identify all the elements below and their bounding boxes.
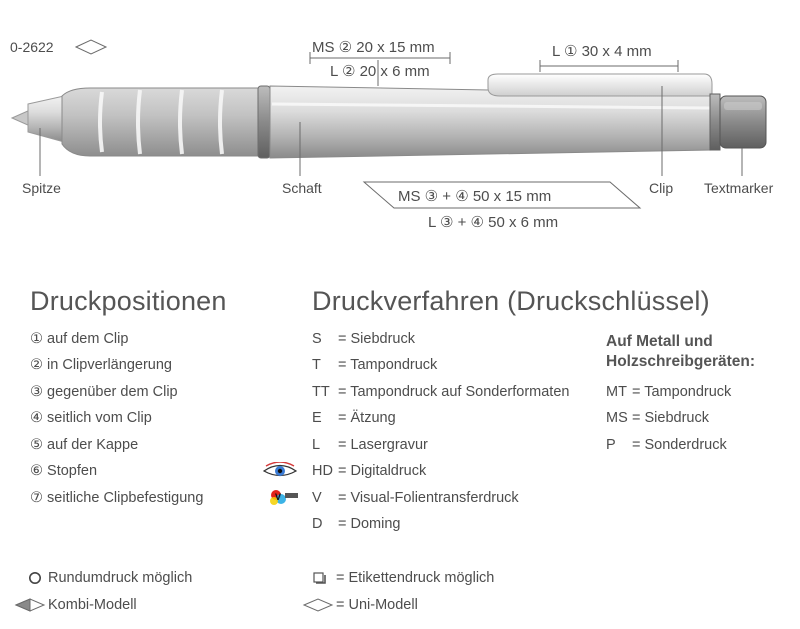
metal-row — [606, 437, 727, 453]
label-clip: Clip — [649, 180, 674, 196]
method-code: S — [312, 331, 322, 347]
method-code: HD — [312, 463, 333, 479]
pen-grip — [62, 88, 262, 156]
method-text: = Doming — [338, 516, 401, 532]
label-box-icon — [312, 571, 326, 585]
dim-clip-l: L ① 30 x 4 mm — [552, 43, 652, 60]
label-tip: Spitze — [22, 180, 61, 196]
ring-icon — [28, 571, 42, 585]
label-shaft: Schaft — [282, 180, 322, 196]
metal-code: MS — [606, 410, 628, 426]
method-row — [312, 384, 569, 400]
method-row — [312, 357, 437, 373]
position-item: ⑦ seitliche Clipbefestigung — [30, 490, 204, 506]
method-code: E — [312, 410, 322, 426]
method-row — [312, 516, 400, 532]
metal-title-line2: Holzschreibgeräten: — [606, 353, 756, 370]
method-text: = Ätzung — [338, 410, 396, 426]
metal-text: = Tampondruck — [632, 384, 732, 400]
metal-row — [606, 410, 709, 426]
method-text: = Digitaldruck — [338, 463, 427, 479]
method-text: = Tampondruck — [338, 357, 438, 373]
dim-shaft-l: L ② 20 x 6 mm — [330, 63, 430, 80]
method-code: TT — [312, 384, 330, 400]
label-textmarker: Textmarker — [704, 180, 774, 196]
grip-ring-end — [258, 86, 270, 158]
position-item: ⑥ Stopfen — [30, 463, 98, 479]
pen-cone — [28, 96, 64, 142]
pen-tip — [12, 110, 30, 126]
model-code: 0-2622 — [10, 39, 54, 55]
method-row — [312, 463, 426, 479]
metal-text: = Sonderdruck — [632, 437, 727, 453]
positions-title: Druckpositionen — [30, 286, 227, 316]
method-text: = Siebdruck — [338, 331, 415, 347]
metal-code: P — [606, 437, 616, 453]
method-code: T — [312, 357, 321, 373]
method-row — [312, 410, 396, 426]
metal-row — [606, 384, 731, 400]
method-text: = Visual-Folientransferdruck — [338, 490, 519, 506]
position-item: ⑤ auf der Kappe — [30, 437, 139, 453]
metal-title-line1: Auf Metall und — [606, 333, 713, 350]
method-code: D — [312, 516, 323, 532]
legend-kombi: Kombi-Modell — [48, 597, 137, 613]
methods-title: Druckverfahren (Druckschlüssel) — [312, 286, 710, 316]
dim-shaft-ms: MS ② 20 x 15 mm — [312, 39, 435, 56]
method-code: V — [312, 490, 322, 506]
method-code: L — [312, 437, 321, 453]
svg-text:V: V — [275, 492, 282, 502]
method-text: = Tampondruck auf Sonderformaten — [338, 384, 570, 400]
position-item: ③ gegenüber dem Clip — [30, 384, 178, 400]
visual-logo-icon — [268, 485, 300, 509]
dim-side-ms: MS ③ + ④ 50 x 15 mm — [398, 188, 552, 205]
position-item: ② in Clipverlängerung — [30, 357, 172, 373]
pen-shaft — [270, 86, 712, 158]
kombi-diamond-icon — [14, 597, 46, 613]
position-item: ④ seitlich vom Clip — [30, 410, 152, 426]
metal-text: = Siebdruck — [632, 410, 709, 426]
legend-uni: = Uni-Modell — [336, 597, 418, 613]
dim-side-l: L ③ + ④ 50 x 6 mm — [428, 214, 559, 231]
legend-label: = Etikettendruck möglich — [336, 570, 495, 586]
pen-end-collar — [710, 94, 720, 150]
method-text: = Lasergravur — [338, 437, 428, 453]
eye-icon — [262, 462, 298, 480]
pen-clip — [488, 74, 712, 96]
method-row — [312, 437, 428, 453]
uni-diamond-icon — [302, 597, 334, 613]
model-diamond-icon — [76, 40, 106, 54]
legend-round: Rundumdruck möglich — [48, 570, 193, 586]
method-row — [312, 490, 519, 506]
metal-code: MT — [606, 384, 627, 400]
method-row — [312, 331, 415, 347]
position-item: ① auf dem Clip — [30, 331, 129, 347]
